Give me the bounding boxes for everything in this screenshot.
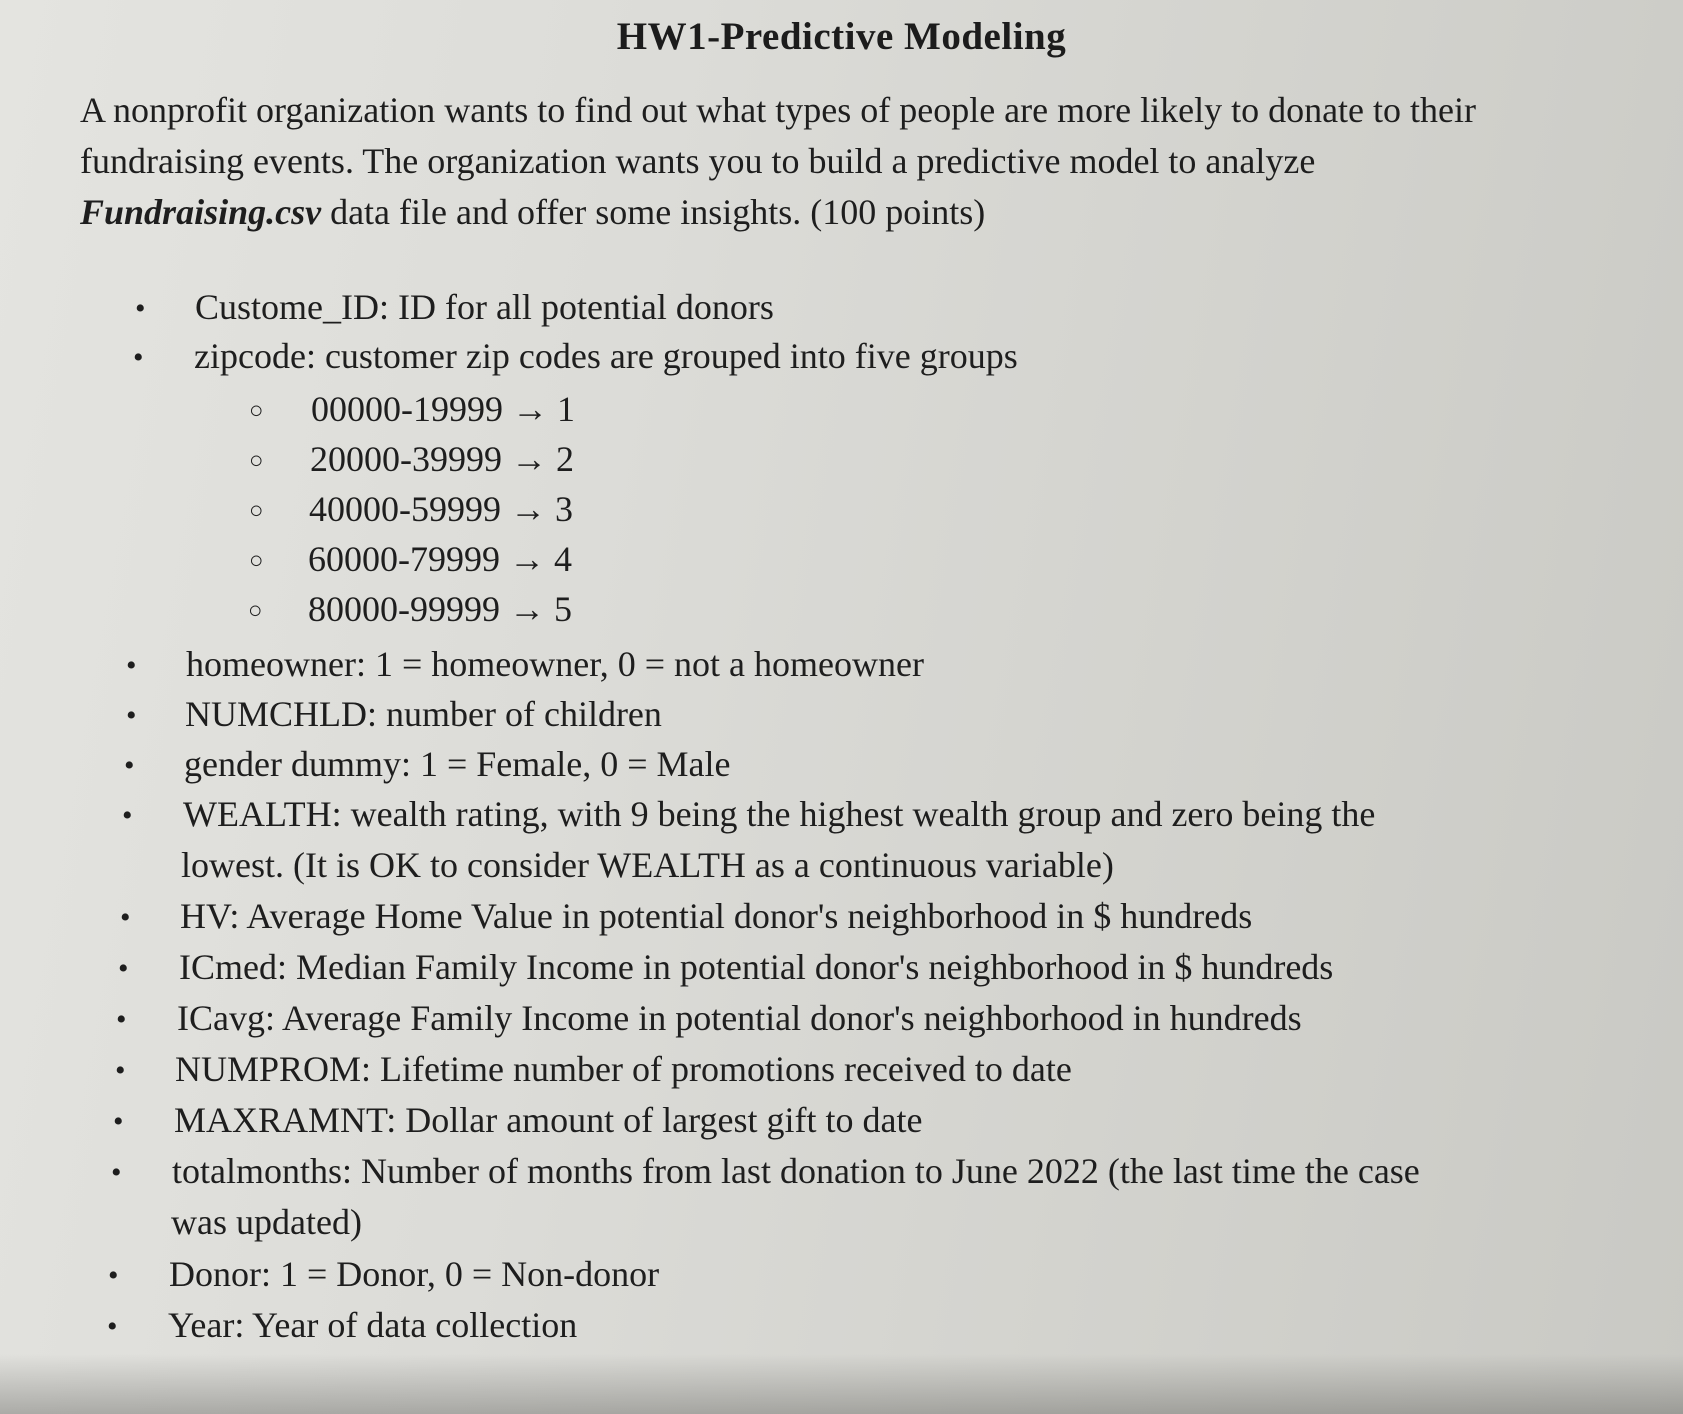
- bullet-icon: •: [111, 1156, 122, 1189]
- bullet-icon: •: [122, 799, 133, 832]
- list-item-year: Year: Year of data collection: [168, 1305, 578, 1345]
- intro-paragraph: [80, 85, 1640, 238]
- bullet-icon: •: [124, 749, 135, 782]
- list-item-icmed: ICmed: Median Family Income in potential donor's neighborhood in $ hundreds: [179, 947, 1334, 987]
- bullet-icon: •: [133, 341, 144, 374]
- intro-line-1: A nonprofit organization wants to find out what types of people are more likely to donate to their: [80, 90, 1477, 130]
- bullet-icon: •: [115, 1054, 126, 1087]
- bullet-icon: •: [118, 952, 129, 985]
- sub-bullet-icon: ○: [249, 498, 264, 524]
- bullet-icon: •: [126, 649, 137, 682]
- list-item-numprom: NUMPROM: Lifetime number of promotions received to date: [175, 1049, 1072, 1089]
- list-item-homeowner: homeowner: 1 = homeowner, 0 = not a homeowner: [186, 644, 924, 684]
- intro-line-3: [80, 187, 1640, 238]
- zip-group-2: 20000-39999 → 2: [310, 439, 574, 479]
- sub-bullet-icon: ○: [249, 548, 264, 574]
- page-title: HW1-Predictive Modeling: [616, 15, 1067, 58]
- intro-line-3-rest: data file and offer some insights. (100 points): [321, 192, 986, 232]
- zip-group-1: 00000-19999 → 1: [311, 389, 575, 429]
- bullet-icon: •: [120, 901, 131, 934]
- zip-group-4: 60000-79999 → 4: [308, 539, 572, 579]
- page-shadow: [0, 1354, 1683, 1414]
- bullet-icon: •: [135, 292, 146, 325]
- list-item-donor: Donor: 1 = Donor, 0 = Non-donor: [169, 1254, 660, 1294]
- bullet-icon: •: [126, 699, 137, 732]
- sub-bullet-icon: ○: [249, 398, 264, 424]
- list-item-custome-id: Custome_ID: ID for all potential donors: [195, 287, 774, 327]
- list-item-totalmonths: totalmonths: Number of months from last donation to June 2022 (the last time the case: [172, 1151, 1420, 1191]
- sub-bullet-icon: ○: [248, 598, 263, 624]
- bullet-icon: •: [108, 1259, 119, 1292]
- list-item-wealth: WEALTH: wealth rating, with 9 being the highest wealth group and zero being the: [183, 794, 1376, 834]
- list-item-gender-dummy: gender dummy: 1 = Female, 0 = Male: [184, 744, 731, 784]
- list-item-numchld: NUMCHLD: number of children: [185, 694, 662, 734]
- zip-group-3: 40000-59999 → 3: [309, 489, 573, 529]
- list-item-zipcode: zipcode: customer zip codes are grouped into five groups: [194, 336, 1018, 376]
- data-filename: Fundraising.csv: [80, 192, 322, 232]
- list-item-totalmonths-continuation: was updated): [171, 1202, 362, 1242]
- bullet-icon: •: [116, 1003, 127, 1036]
- list-item-hv: HV: Average Home Value in potential donor's neighborhood in $ hundreds: [180, 896, 1253, 936]
- list-item-maxramnt: MAXRAMNT: Dollar amount of largest gift to date: [174, 1100, 923, 1140]
- bullet-icon: •: [107, 1310, 118, 1343]
- list-item-icavg: ICavg: Average Family Income in potential donor's neighborhood in hundreds: [177, 998, 1302, 1038]
- sub-bullet-icon: ○: [249, 448, 264, 474]
- zip-group-5: 80000-99999 → 5: [308, 589, 572, 629]
- list-item-wealth-continuation: lowest. (It is OK to consider WEALTH as a continuous variable): [181, 845, 1114, 885]
- bullet-icon: •: [113, 1105, 124, 1138]
- intro-line-2: fundraising events. The organization wants you to build a predictive model to analyze: [80, 141, 1316, 181]
